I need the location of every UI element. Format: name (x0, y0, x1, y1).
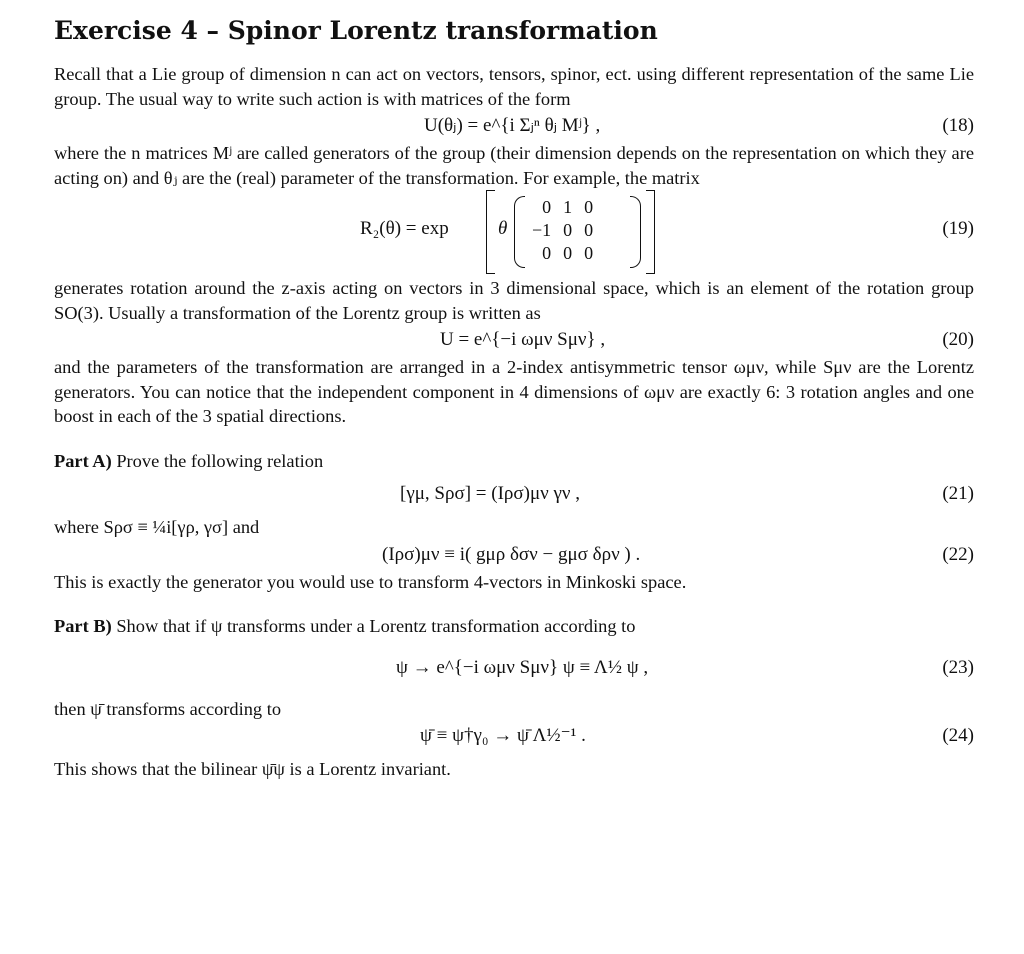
equation-19-theta: θ (498, 218, 508, 239)
then-line: then ψ̄ transforms according to (54, 698, 282, 719)
equation-19-lhs: R₂(θ) = exp (360, 218, 449, 239)
matrix-row (526, 242, 599, 265)
equation-19-number: (19) (942, 218, 974, 239)
rotation-paragraph: generates rotation around the z-axis acting on vectors in 3 dimensional space, which is an element of the rotation group SO(3). Usually a transformation of the Lorentz group is written as (54, 278, 974, 323)
intro-paragraph: Recall that a Lie group of dimension n can act on vectors, tensors, spinor, ect. using different representation of the same Lie group. The usual way to write such action is with matrices of the form (54, 64, 974, 109)
left-paren (514, 196, 525, 268)
part-a-heading (54, 449, 974, 474)
exercise-page (54, 14, 974, 782)
equation-21 (54, 479, 974, 509)
equation-21-number: (21) (942, 483, 974, 504)
minkowski-paragraph: This is exactly the generator you would use to transform 4-vectors in Minkoski space. (54, 571, 687, 592)
rotation-matrix (526, 196, 599, 265)
equation-20-number: (20) (942, 329, 974, 350)
matrix-cell: −1 (532, 220, 552, 240)
equation-21-body: [γμ, Sρσ] = (Iρσ)μν γν , (400, 483, 580, 504)
equation-18-body: U(θⱼ) = e^{i Σⱼⁿ θⱼ Mʲ} , (424, 115, 601, 136)
equation-20-body: U = e^{−i ωμν Sμν} , (440, 329, 606, 350)
equation-18 (54, 111, 974, 141)
matrix-cell: 0 (584, 220, 594, 240)
part-b-label: Part B) (54, 616, 112, 636)
part-a-text: Prove the following relation (116, 450, 324, 471)
matrix-cell: 0 (542, 197, 552, 217)
equation-19 (54, 190, 974, 276)
equation-24-body: ψ̄ ≡ ψ†γ₀ → ψ̄ Λ½⁻¹ . (420, 725, 586, 746)
equation-22-number: (22) (942, 543, 974, 565)
equation-24 (54, 721, 974, 751)
matrix-cell: 0 (563, 243, 573, 263)
left-bracket (486, 190, 495, 274)
part-b-heading (54, 614, 974, 639)
equation-18-number: (18) (942, 115, 974, 136)
right-bracket (646, 190, 655, 274)
equation-23-number: (23) (942, 656, 974, 678)
closing-paragraph: This shows that the bilinear ψ̄ψ is a Lorentz invariant. (54, 759, 451, 779)
equation-24-number: (24) (942, 725, 974, 746)
part-b-text: Show that if ψ transforms under a Lorentz transformation according to (116, 616, 636, 636)
matrix-cell: 1 (563, 197, 573, 217)
part-a-label: Part A) (54, 450, 112, 471)
right-paren (630, 196, 641, 268)
matrix-cell: 0 (563, 220, 573, 240)
matrix-cell: 0 (584, 243, 594, 263)
equation-22 (54, 540, 974, 570)
generators-paragraph: where the n matrices Mʲ are called generators of the group (their dimension depends on the representation on which they are acting on) and θⱼ are the (real) parameter of the transformation. For example, the matrix (54, 143, 974, 188)
where-s-line: where Sρσ ≡ ¼i[γρ, γσ] and (54, 517, 260, 537)
matrix-cell: 0 (542, 243, 552, 263)
matrix-row (526, 219, 599, 242)
matrix-row (526, 196, 599, 219)
parameters-paragraph: and the parameters of the transformation are arranged in a 2-index antisymmetric tensor ωμν, while Sμν are the Lorentz generators. You can notice that the independent component in 4 dimensions of ωμν are exactly 6: 3 rotation angles and one boost in each of the 3 spatial directions. (54, 357, 974, 426)
equation-22-body: (Iρσ)μν ≡ i( gμρ δσν − gμσ δρν ) . (382, 543, 641, 565)
equation-20 (54, 325, 974, 355)
matrix-cell: 0 (584, 197, 594, 217)
equation-23-body: ψ → e^{−i ωμν Sμν} ψ ≡ Λ½ ψ , (396, 656, 649, 678)
equation-23 (54, 653, 974, 683)
page-title: Exercise 4 – Spinor Lorentz transformation (54, 16, 658, 45)
